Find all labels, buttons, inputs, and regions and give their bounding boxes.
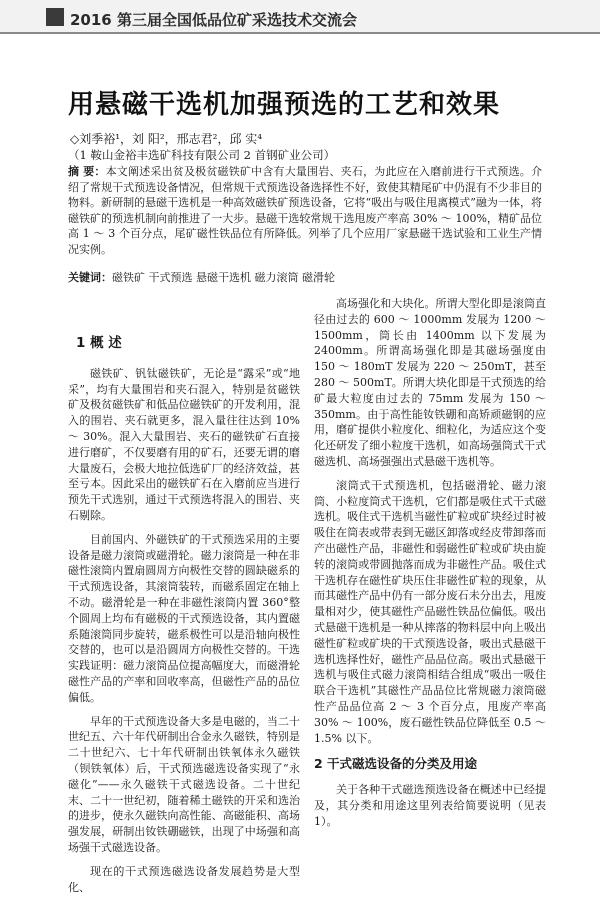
- author-list: ◇刘季裕¹，刘 阳²，邢志君²，邱 实⁴: [70, 132, 263, 146]
- abstract-text: 本文阐述采出贫及极贫磁铁矿中含有大量围岩、夹石，为此应在入磨前进行干式预选。介绍了常规干式预选设备情况，但常规干式预选设备选择性不好，致使其精尾矿中仍混有不少非目的物料。新研制的悬磁干选机是一种高效磁铁矿预选设备，它将“吸出与吸住甩离模式”融为一体，将磁铁矿的预选机制向前推进了一大步。悬磁干选较常规干选甩废产率高 30% ～ 100%，精矿品位高 1 ～ 3 个百分点，尾矿磁性铁品位有所降低。列举了几个应用厂家悬磁干选试验和工业生产情况实例。: [68, 165, 542, 256]
- section-1-heading: 1 概 述: [76, 335, 122, 351]
- paragraph: 目前国内、外磁铁矿的干式预选采用的主要设备是磁力滚筒或磁滑轮。磁力滚筒是一种在非磁性滚筒内置扇圆周方向极性交替的圆缺磁系的干式预选设备，其滚筒装转，而磁系固定在轴上不动。磁滑轮是一种在非磁性滚筒内置 360°整个圆周上均布有磁极的干式预选设备，其内置磁系随滚筒同步旋转，磁系极性可以是沿轴向极性交替的，也可以是沿圆周方向极性交替的。干选实践证明：磁力滚筒品位提高幅度大，而磁滑轮磁性产品的产率和回收率高，但磁性产品的品位偏低。: [68, 532, 300, 704]
- paper-title: 用悬磁干选机加强预选的工艺和效果: [68, 90, 501, 120]
- conference-header-bar: [0, 0, 600, 34]
- right-column: [314, 296, 546, 838]
- keywords-text: 磁铁矿 干式预选 悬磁干选机 磁力滚筒 磁滑轮: [112, 271, 335, 284]
- paragraph: 关于各种干式磁选预选设备在概述中已经提及，其分类和用途这里列表给简要说明（见表 1）。: [314, 783, 546, 828]
- affiliations: （1 鞍山金裕丰选矿科技有限公司 2 首钢矿业公司）: [68, 148, 336, 162]
- left-column: [68, 296, 300, 903]
- header-block-icon: [46, 8, 64, 26]
- section-2-heading: 2 干式磁选设备的分类及用途: [314, 756, 478, 772]
- paragraph: 现在的干式预选磁选设备发展趋势是大型化、: [68, 864, 300, 894]
- abstract: [68, 164, 542, 258]
- paragraph: 磁铁矿、钒钛磁铁矿，无论是“露采”或“地采”，均有大量围岩和夹石混入，特别是贫磁铁矿及极贫磁铁矿和低品位磁铁矿的开发利用，混入的围岩、夹石就更多，混入量往往达到 10% ～ 30%。混入大量围岩、夹石的磁铁矿石直接进行磨矿，不仅要磨有用的矿石，还要无谓的磨大量废石，会极大地拉低选矿厂的经济效益，甚至亏本。因此采出的磁铁矿石在入磨前应当进行预先干式选别，通过干式预选将混入的围岩、夹石剔除。: [68, 366, 300, 522]
- paragraph: 滚筒式干式预选机，包括磁滑轮、磁力滚筒、小粒度筒式干选机，它们都是吸住式干式磁选机。吸住式干选机当磁性矿粒或矿块经过时被吸住在筒表或带表到无磁区卸落或经皮带卸落而产出磁性产品，非磁性和弱磁性矿粒或矿块由旋转的滚筒或带圆抛落而成为非磁性产品。吸住式干选机存在磁性矿块压住非磁性矿粒的现象，从而其磁性产品中仍有一部分废石未分出去，甩废量相对少，使其磁性产品磁性铁品位偏低。吸出式悬磁干选机是一种从摔落的物料层中向上吸出磁性矿粒或矿块的干式预选设备，吸出式悬磁干选机选择性好，磁性产品品位高。吸出式悬磁干选机与吸住式磁力滚筒相结合组成“吸出一吸住联合干选机”其磁性产品品位比常规磁力滚筒磁性产品品位高 2 ～ 3 个百分点，甩废产率高 30% ～ 100%，废石磁性铁品位降低至 0.5 ～ 1.5% 以下。: [314, 478, 546, 745]
- keywords-label: 关键词：: [68, 271, 112, 284]
- abstract-label: 摘 要：: [68, 165, 106, 178]
- paragraph: 早年的干式预选设备大多是电磁的，当二十世纪五、六十年代研制出合金永久磁铁，特别是二十世纪六、七十年代研制出铁氧体永久磁铁（钡铁氧体）后，干式预选磁选设备实现了“永磁化”——永久磁铁干式磁选设备。二十世纪末、二十一世纪初，随着稀土磁铁的开采和选治的进步，使永久磁铁向高性能、高磁能积、高场强发展，研制出钕铁硼磁铁，出现了中场强和高场强干式磁选设备。: [68, 714, 300, 854]
- conference-title: 2016 第三届全国低品位矿采选技术交流会: [70, 11, 357, 29]
- keywords: [68, 270, 542, 286]
- paragraph: 高场强化和大块化。所谓大型化即是滚筒直径由过去的 600 ～ 1000mm 发展为 1200 ～ 1500mm，筒长由 1400mm 以下发展为 2400mm。所谓高场强化即是其磁场强度由 150 ～ 180mT 发展为 220 ～ 250mT，甚至 280 ～ 500mT。所谓大块化即是干式预选的给矿最大粒度由过去的 75mm 发展为 150 ～ 350mm。由于高性能钕铁硼和高矫顽磁钢的应用，磨矿提供小粒度化、细粒化，为适应这个变化还研发了细小粒度干选机，如高场强筒式干式磁选机、高场强强出式悬磁干选机等。: [314, 297, 546, 468]
